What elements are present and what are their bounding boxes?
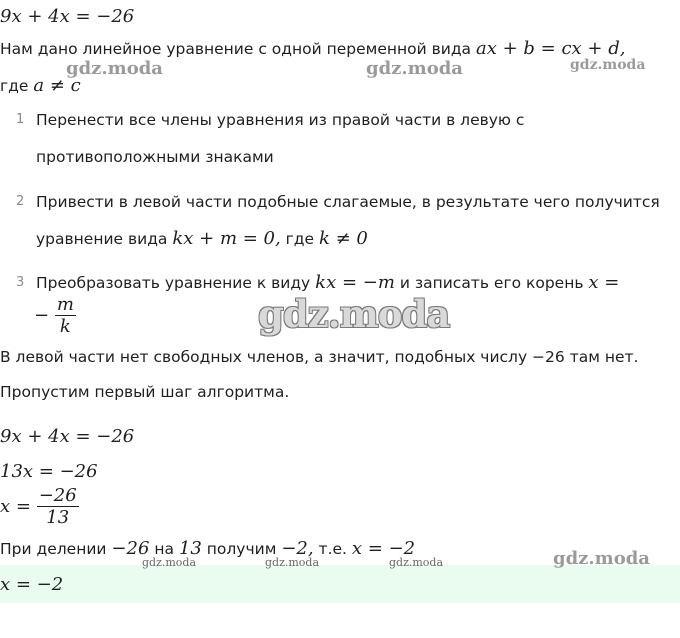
intro-cond-formula: a ≠ c: [33, 75, 81, 96]
step-3-fraction: [55, 296, 76, 336]
division-value-4: x = −2: [351, 538, 416, 559]
work-line-3-fraction: [37, 487, 79, 527]
watermark: gdz.moda: [142, 556, 197, 569]
note-skip-step: Пропустим первый шаг алгоритма.: [0, 383, 290, 401]
intro-formula: ax + b = cx + d,: [475, 38, 626, 59]
division-text-3: получим: [206, 540, 277, 558]
work-line-2: 13x = −26: [0, 461, 98, 482]
step-1-line-1: Перенести все члены уравнения из правой части в левую с: [36, 111, 525, 129]
step-2-line-1: Привести в левой части подобные слагаемые, в результате чего получится: [36, 193, 660, 211]
step-2-text: уравнение вида: [36, 230, 168, 248]
answer: x = −2: [0, 574, 64, 595]
watermark: gdz.moda: [258, 292, 450, 336]
note-no-free-terms: В левой части нет свободных членов, а значит, подобных числу −26 там нет.: [0, 348, 639, 366]
watermark: gdz.moda: [265, 556, 320, 569]
step-2-cond: k ≠ 0: [319, 228, 368, 249]
intro-where: где: [0, 77, 29, 95]
step-2-where: где: [285, 230, 315, 248]
intro-text: Нам дано линейное уравнение с одной переменной вида: [0, 40, 472, 58]
division-text-4: т.е.: [318, 540, 347, 558]
answer-box: [0, 565, 680, 603]
step-3-text: Преобразовать уравнение к виду: [36, 274, 311, 292]
work-line-1: 9x + 4x = −26: [0, 426, 135, 447]
work-line-3: [0, 487, 79, 527]
watermark: gdz.moda: [366, 58, 463, 79]
step-3-root-rhs: [34, 296, 76, 336]
division-line: [0, 538, 415, 560]
step-3-fraction-denominator: k: [59, 316, 71, 337]
step-2-line-2: [36, 228, 368, 250]
step-3-minus: −: [34, 305, 50, 326]
watermark: gdz.moda: [389, 556, 444, 569]
intro-line: [0, 38, 625, 60]
step-3-number: 3: [16, 275, 25, 290]
step-3-formula: kx = −m: [315, 272, 395, 293]
step-3-fraction-numerator: m: [56, 294, 74, 315]
work-line-3-denominator: 13: [46, 507, 70, 528]
step-3-root-lhs: x =: [588, 272, 620, 293]
step-1-line-2: противоположными знаками: [36, 148, 274, 166]
step-3-line-1: [36, 272, 619, 294]
watermark: gdz.moda: [553, 548, 650, 569]
watermark: gdz.moda: [570, 57, 646, 73]
work-line-3-numerator: −26: [38, 485, 77, 506]
step-1-number: 1: [16, 112, 25, 127]
watermark: gdz.moda: [66, 58, 163, 79]
step-2-formula: kx + m = 0,: [172, 228, 281, 249]
step-3-mid: и записать его корень: [399, 274, 584, 292]
division-value-1: −26: [111, 538, 150, 559]
given-equation: 9x + 4x = −26: [0, 6, 135, 27]
division-value-3: −2,: [281, 538, 314, 559]
division-text-2: на: [154, 540, 174, 558]
division-value-2: 13: [178, 538, 202, 559]
work-line-3-lhs: x =: [0, 496, 31, 517]
division-text-1: При делении: [0, 540, 107, 558]
step-2-number: 2: [16, 194, 25, 209]
